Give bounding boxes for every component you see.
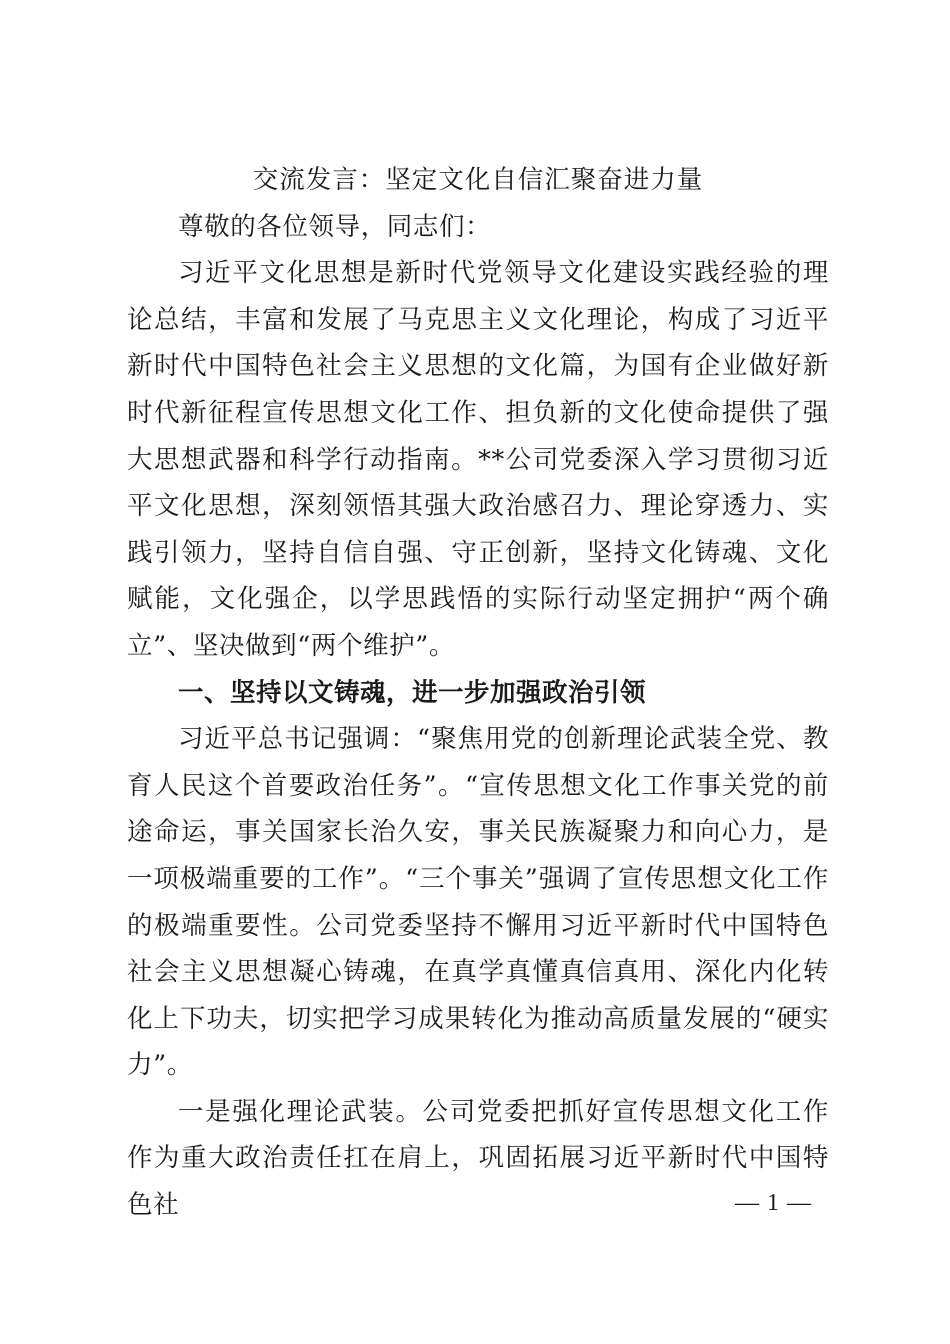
intro-paragraph: 习近平文化思想是新时代党领导文化建设实践经验的理论总结，丰富和发展了马克思主义文化理论，构成了习近平新时代中国特色社会主义思想的文化篇，为国有企业做好新时代新征程宣传思想文化工作、担负新的文化使命提供了强大思想武器和科学行动指南。**公司党委深入学习贯彻习近平文化思想，深刻领悟其强大政治感召力、理论穿透力、实践引领力，坚持自信自强、守正创新，坚持文化铸魂、文化赋能，文化强企，以学思践悟的实际行动坚定拥护“两个确立”、坚决做到“两个维护”。: [127, 258, 829, 661]
section1-paragraph-1: 习近平总书记强调：“聚焦用党的创新理论武装全党、教育人民这个首要政治任务”。“宣传思想文化工作事关党的前途命运，事关国家长治久安，事关民族凝聚力和向心力，是一项极端重要的工作”。“三个事关”强调了宣传思想文化工作的极端重要性。公司党委坚持不懈用习近平新时代中国特色社会主义思想凝心铸魂，在真学真懂真信真用、深化内化转化上下功夫，切实把学习成果转化为推动高质量发展的“硬实力”。: [127, 724, 829, 1081]
document-title: 交流发言：坚定文化自信汇聚奋进力量: [252, 165, 704, 195]
section1-paragraph-2: 一是强化理论武装。公司党委把抓好宣传思想文化工作作为重大政治责任扛在肩上，巩固拓展习近平新时代中国特色社: [127, 1096, 829, 1221]
salutation: 尊敬的各位领导，同志们：: [178, 211, 492, 242]
document-body: [127, 157, 829, 1229]
page-number: — 1 —: [735, 1190, 812, 1216]
section-heading-1: 一、坚持以文铸魂，进一步加强政治引领: [178, 677, 647, 708]
